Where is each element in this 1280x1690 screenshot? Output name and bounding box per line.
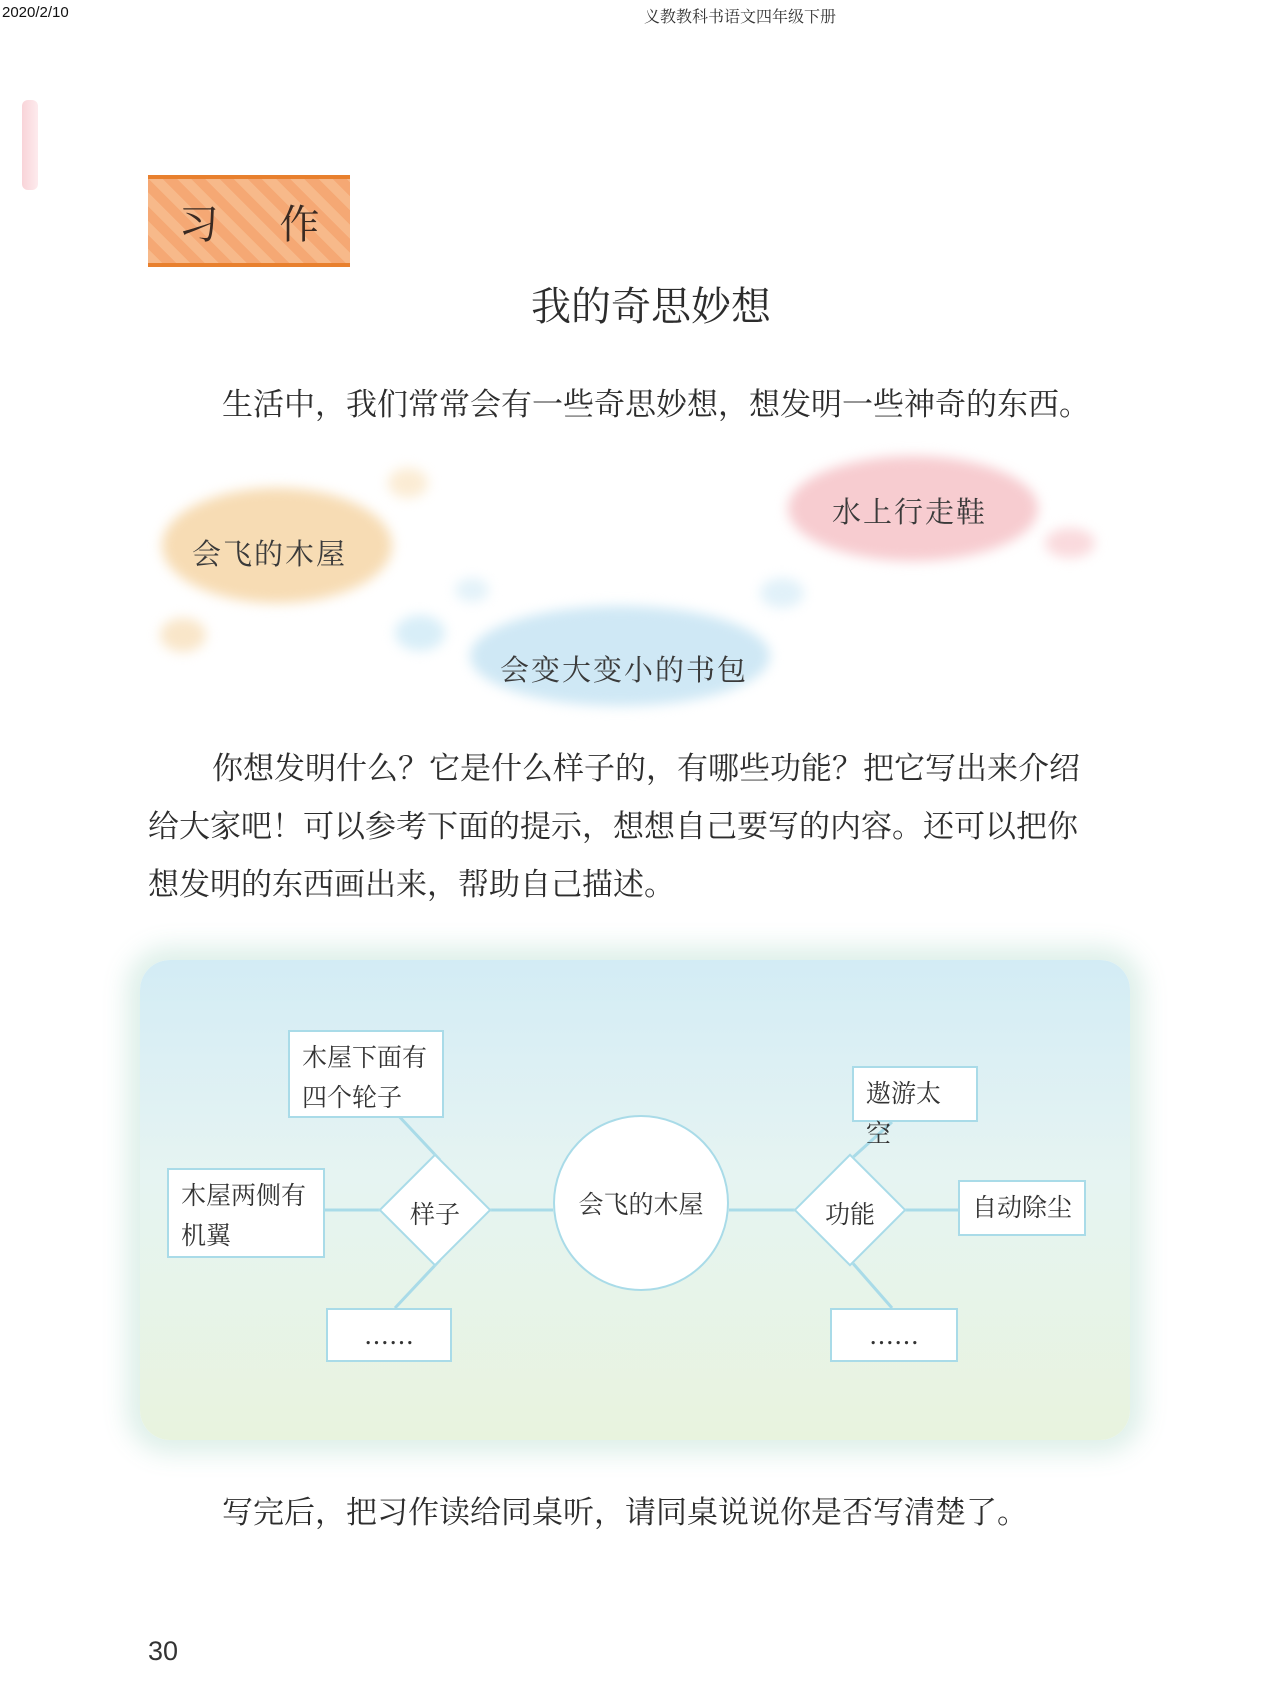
book-title: 义教教科书语文四年级下册 <box>643 7 836 26</box>
connector-appearance-top <box>395 1112 440 1160</box>
appearance-item-wheels: 木屋下面有四个轮子 <box>288 1030 444 1118</box>
print-date: 2020/2/10 <box>2 4 69 21</box>
closing-paragraph: 写完后，把习作读给同桌听，请同桌说说你是否写清楚了。 <box>222 1495 1028 1531</box>
page-number: 30 <box>148 1636 179 1666</box>
function-item-space: 遨游太空 <box>852 1066 978 1122</box>
appearance-item-more: …… <box>326 1308 452 1362</box>
prompt-paragraph: 你想发明什么？它是什么样子的，有哪些功能？把它写出来介绍给大家吧！可以参考下面的提示，想想自己要写的内容。还可以把你想发明的东西画出来，帮助自己描述。 <box>148 751 1080 903</box>
connector-appearance-bottom <box>395 1260 440 1308</box>
function-label: 功能 <box>824 1200 875 1229</box>
page-title: 我的奇思妙想 <box>531 284 771 330</box>
section-badge-label: 习 作 <box>178 201 344 248</box>
center-node: 会飞的木屋 <box>553 1115 729 1291</box>
bubble-shoes-text: 水上行走鞋 <box>832 495 988 529</box>
bubble-bag-text: 会变大变小的书包 <box>500 653 749 687</box>
appearance-item-wings: 木屋两侧有机翼 <box>167 1168 325 1258</box>
bubble-house-text: 会飞的木屋 <box>192 537 348 571</box>
function-item-dust: 自动除尘 <box>958 1180 1086 1236</box>
connector-function-bottom <box>850 1260 892 1308</box>
intro-paragraph: 生活中，我们常常会有一些奇思妙想，想发明一些神奇的东西。 <box>222 387 1090 423</box>
appearance-label: 样子 <box>409 1200 460 1229</box>
function-item-more: …… <box>830 1308 958 1362</box>
